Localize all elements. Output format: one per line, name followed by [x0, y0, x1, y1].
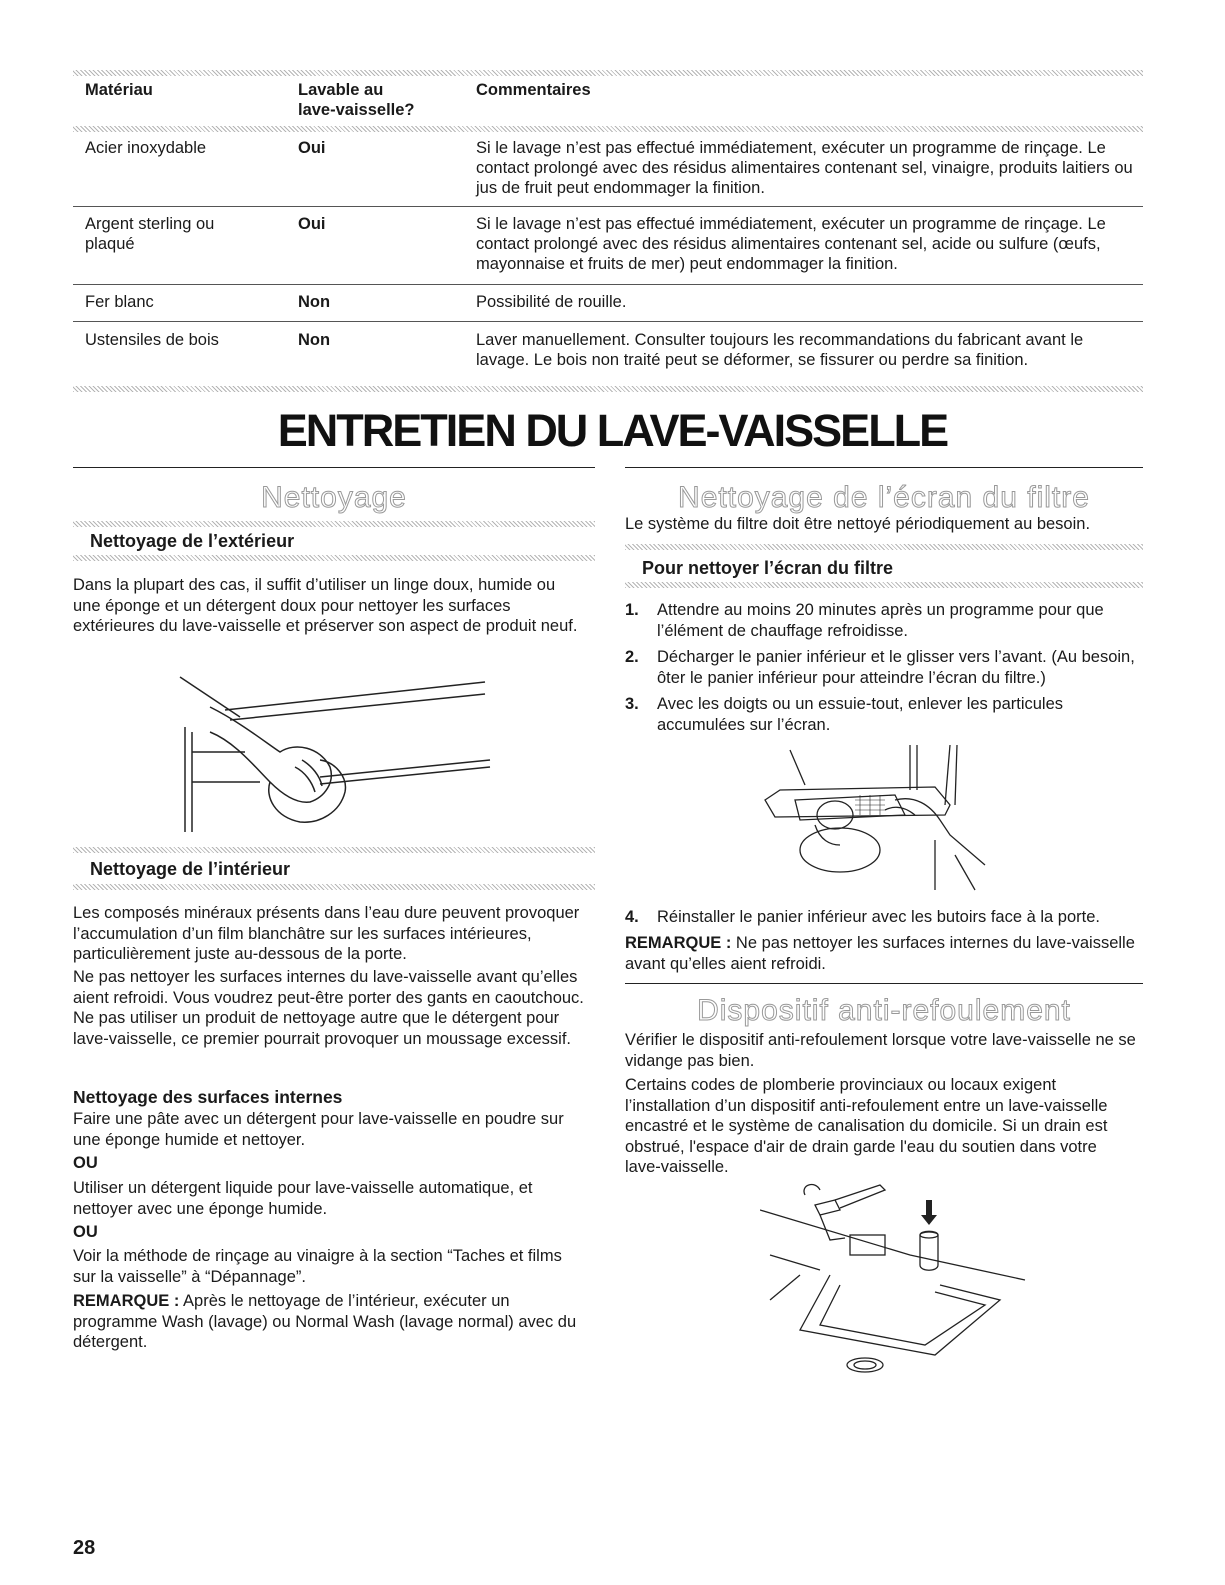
table-header-comments: Commentaires: [476, 81, 591, 99]
backflow-rule: [625, 983, 1143, 984]
page-title: ENTRETIEN DU LAVE-VAISSELLE: [277, 405, 948, 456]
list-item: [625, 600, 1140, 641]
interior-paragraph-1: Les composés minéraux présents dans l’eau dure peuvent provoquer l’accumulation d’un film blanchâtre sur les surfaces intérieures, particulièrement juste au-dessous de la porte.: [73, 904, 580, 963]
step-number: 2.: [625, 648, 639, 666]
subhead-border: [625, 544, 1143, 550]
table-cell-material: Argent sterling ou plaqué: [85, 215, 215, 253]
subhead-filter: Pour nettoyer l’écran du filtre: [642, 558, 894, 578]
filter-step-4: [625, 907, 1140, 928]
subhead-border: [73, 521, 595, 527]
section-title-nettoyage: Nettoyage: [261, 481, 407, 514]
subhead-border: [73, 847, 595, 853]
table-top-border: [73, 70, 1143, 76]
list-item: [625, 694, 1140, 735]
table-cell-comment: Possibilité de rouille.: [476, 293, 627, 311]
internal-surfaces-paragraph-3: Voir la méthode de rinçage au vinaigre à la section “Taches et films sur la vaisselle” à “Dépannage”.: [73, 1247, 562, 1286]
step-number: 3.: [625, 695, 639, 713]
right-column-rule: [625, 467, 1143, 468]
internal-surfaces-paragraph-1: Faire une pâte avec un détergent pour lave-vaisselle en poudre sur une éponge humide et nettoyer.: [73, 1110, 564, 1149]
table-cell-material: Fer blanc: [85, 293, 154, 311]
step-text: Avec les doigts ou un essuie-tout, enlever les particules accumulées sur l’écran.: [657, 695, 1064, 734]
subhead-exterior: Nettoyage de l’extérieur: [90, 531, 295, 551]
subhead-border: [73, 884, 595, 890]
table-bottom-border: [73, 386, 1143, 392]
filter-note: [625, 933, 1135, 974]
table-cell-comment: Si le lavage n’est pas effectué immédiatement, exécuter un programme de rinçage. Le contact prolongé avec des résidus alimentaires contenant sel, vinaigre, produits laitiers ou jus de fruit peut endommager la finition.: [476, 139, 1133, 197]
step-number: 1.: [625, 601, 639, 619]
table-cell-washable: Non: [298, 293, 331, 311]
section-title-backflow: Dispositif anti-refoulement: [697, 994, 1071, 1027]
table-cell-material: Acier inoxydable: [85, 139, 207, 157]
backflow-paragraph-2: Certains codes de plomberie provinciaux ou locaux exigent l’installation d’un dispositif anti-refoulement entre un lave-vaisselle encastré et le système de canalisation du domicile. Si un drain est obstrué, l'espace d'air de drain garde l'eau du soutien dans votre lave-vaisselle.: [625, 1076, 1108, 1176]
table-row-divider: [73, 284, 1143, 285]
table-cell-comment: Laver manuellement. Consulter toujours les recommandations du fabricant avant le lavage. Le bois non traité peut se déformer, se fissurer ou perdre sa finition.: [476, 331, 1084, 369]
left-column-rule: [73, 467, 595, 468]
table-cell-washable: Non: [298, 331, 331, 349]
table-cell-comment: Si le lavage n’est pas effectué immédiatement, exécuter un programme de rinçage. Le contact prolongé avec des résidus alimentaires contenant sel, acide ou sulfure (œufs, mayonnaise et fruits de mer) peut endommager la finition.: [476, 215, 1106, 273]
step-text: Réinstaller le panier inférieur avec les butoirs face à la porte.: [657, 908, 1100, 926]
internal-surfaces-paragraph-2: Utiliser un détergent liquide pour lave-vaisselle automatique, et nettoyer avec une éponge humide.: [73, 1179, 533, 1218]
table-header-material: Matériau: [85, 81, 153, 99]
subhead-border: [73, 555, 595, 561]
step-text: Attendre au moins 20 minutes après un programme pour que l’élément de chauffage refroidisse.: [657, 601, 1104, 640]
page-number: 28: [73, 1537, 96, 1559]
table-cell-washable: Oui: [298, 139, 326, 157]
table-header-washable: Lavable au lave-vaisselle?: [298, 81, 415, 119]
subhead-internal-surfaces: Nettoyage des surfaces internes: [73, 1087, 343, 1107]
note-text: Après le nettoyage de l’intérieur, exécuter un programme Wash (lavage) ou Normal Wash (lavage normal) avec du détergent.: [73, 1292, 577, 1351]
note-label: REMARQUE :: [625, 934, 732, 952]
table-header-divider: [73, 126, 1143, 132]
step-text: Décharger le panier inférieur et le glisser vers l’avant. (Au besoin, ôter le panier inférieur pour atteindre l’écran du filtre.): [657, 648, 1135, 687]
note-text: Ne pas nettoyer les surfaces internes du lave-vaisselle avant qu’elles aient refroidi.: [625, 934, 1135, 973]
or-label: OU: [73, 1154, 98, 1172]
exterior-cleaning-illustration: [170, 672, 500, 837]
or-label: OU: [73, 1223, 98, 1241]
interior-paragraph-2: Ne pas nettoyer les surfaces internes du lave-vaisselle avant qu’elles aient refroidi. Vous voudrez peut-être porter des gants en caoutchouc. Ne pas utiliser un produit de nettoyage autre que le détergent pour lave-vaisselle, ce premier pourrait provoquer un moussage excessif.: [73, 968, 584, 1048]
list-item: [625, 647, 1140, 688]
note-label: REMARQUE :: [73, 1292, 180, 1310]
filter-intro: Le système du filtre doit être nettoyé périodiquement au besoin.: [625, 515, 1091, 533]
filter-screen-illustration: [755, 745, 1015, 895]
air-gap-illustration: [760, 1180, 1030, 1390]
exterior-paragraph: Dans la plupart des cas, il suffit d’utiliser un linge doux, humide ou une éponge et un détergent doux pour nettoyer les surfaces extérieures du lave-vaisselle et préserver son aspect de produit neuf.: [73, 576, 578, 635]
section-title-filter: Nettoyage de l’écran du filtre: [678, 481, 1090, 514]
subhead-border: [625, 582, 1143, 588]
table-cell-material: Ustensiles de bois: [85, 331, 219, 349]
step-number: 4.: [625, 908, 639, 926]
table-row-divider: [73, 206, 1143, 207]
internal-surfaces-note: [73, 1291, 588, 1353]
subhead-interior: Nettoyage de l’intérieur: [90, 859, 291, 879]
filter-steps-list: [625, 600, 1140, 741]
backflow-paragraph-1: Vérifier le dispositif anti-refoulement lorsque votre lave-vaisselle ne se vidange pas bien.: [625, 1031, 1136, 1070]
table-row-divider: [73, 321, 1143, 322]
table-cell-washable: Oui: [298, 215, 326, 233]
